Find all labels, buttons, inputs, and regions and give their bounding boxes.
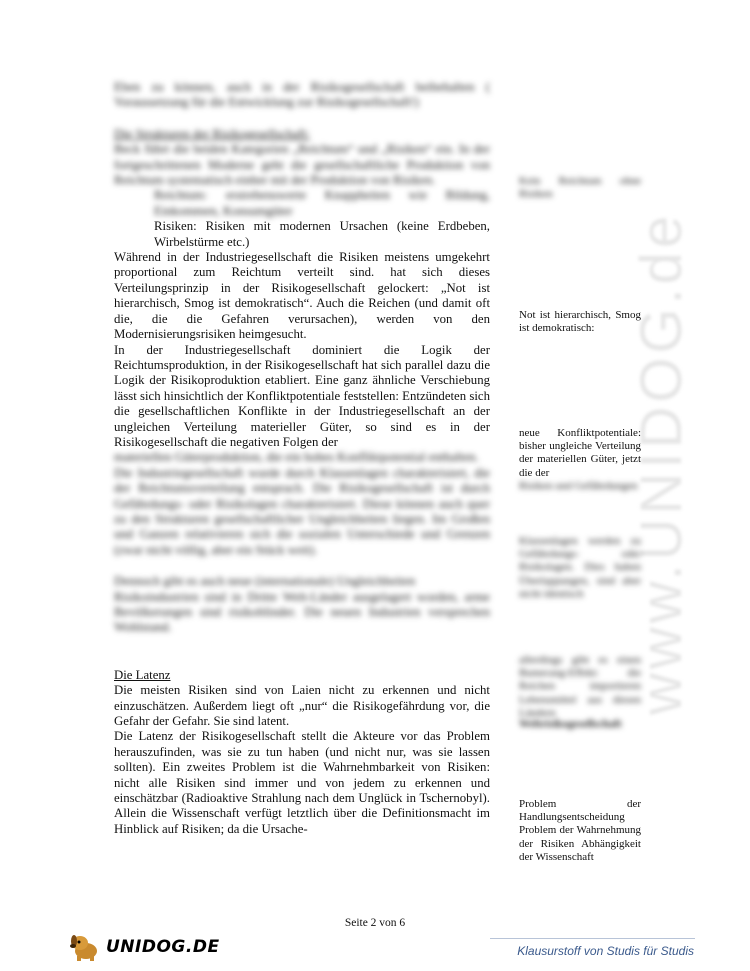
paragraph-latenz-1: Die meisten Risiken sind von Laien nicht zu erkennen und nicht einzuschätzen. Außerdem liegt oft „nur“ die Risikogefährdung vor, die Gefahr der Gefahr. Sie sind latent. xyxy=(114,683,490,729)
watermark: www.UNIDOG.de xyxy=(629,211,694,715)
blurred-heading: Die Strukturen der Risikogesellschaft: xyxy=(114,126,310,141)
side-note-konflikt-text: neue Konfliktpotentiale: bisher ungleiche Verteilung der materiellen Güter, jetzt die der xyxy=(519,427,641,479)
latenz-heading: Die Latenz xyxy=(114,667,171,682)
side-note-blurred-3: Klassenlagen werden zu Gefährdungs- oder Risikolagen. Dies haben Überlappungen, sind aber nicht identisch xyxy=(519,535,641,600)
side-note-not-smog: Not ist hierarchisch, Smog ist demokratisch: xyxy=(519,309,641,335)
footer-slogan: Klausurstoff von Studis für Studis xyxy=(517,944,694,958)
paragraph-logik: In der Industriegesellschaft dominiert die Logik der Reichtumsproduktion, in der Risikogesellschaft hat sich parallel dazu die Logik der Risikoproduktion etabliert. Eine ganz ähnliche Verschiebung lässt sich hinsichtlich der Konfliktpotentiale feststellen: Entzündeten sich die gesellschaftlichen Konflikte in der Industriegesellschaft an der ungleichen Verteilung materieller Güter, so sind es in der Risikogesellschaft die negativen Folgen der xyxy=(114,342,490,449)
paragraph-industriegesellschaft: Während in der Industriegesellschaft die Risiken meistens umgekehrt proportional zum Reichtum verteilt sind. hat sich dieses Verteilungsprinzip in der Risikogesellschaft gelockert: „Not ist hierarchisch, Smog ist demokratisch“. Auch die Reichen (und damit oft die, die die Gefahren verursachen), werden von den Modernisierungsrisiken heimgesucht. xyxy=(114,250,490,342)
blurred-reichtum-line: Reichtum: erstrebenswerte Knappheiten wie Bildung, Einkommen, Konsumgüter xyxy=(154,188,490,218)
side-note-blurred-4: allerdings gibt es einen Bumerang-Effekt: die Reichen importieren Lebensmittel aus diesen Ländern xyxy=(519,654,641,719)
main-text xyxy=(114,80,490,837)
side-note-blurred-5: Weltrisikogesellschaft xyxy=(519,718,622,730)
side-note-blurred-1: Kein Reichtum ohne Risiken xyxy=(519,175,641,201)
side-note-problem: Problem der Handlungsentscheidung Problem der Wahrnehmung der Risiken Abhängigkeit der Wissenschaft xyxy=(519,798,641,863)
side-note-konflikt-blurred: Risiken und Gefährdungen xyxy=(519,479,638,492)
blurred-paragraph-5: Risikoindustrien sind in Dritte Welt-Länder ausgelagert worden, arme Bevölkerungen sind risikoblinder. Die neuen Industrien versprechen Wohlstand. xyxy=(114,589,490,635)
risiken-line: Risiken: Risiken mit modernen Ursachen (keine Erdbeben, Wirbelstürme etc.) xyxy=(154,219,490,249)
blurred-paragraph-3: Die Industriegesellschaft wurde durch Klassenlagen charakterisiert, die der Reichtumsverteilung entsprach. Die Risikogesellschaft ist durch Gefährdungs- oder Risikolagen charakterisiert. Diese können auch quer zu den Strukturen gesellschaftlicher Ungleichheiten liegen. Im Großen und Ganzen relativieren sich die sozialen Unterschiede und Grenzen (zwar nicht völlig, aber ein Stück weit). xyxy=(114,465,490,557)
page-number: Seite 2 von 6 xyxy=(344,917,406,929)
blurred-paragraph-4: Dennoch gibt es auch neue (internationale) Ungleichheiten xyxy=(114,574,416,589)
paragraph-latenz-2: Die Latenz der Risikogesellschaft stellt die Akteure vor das Problem herauszufinden, was sie zu tun haben (und nicht nur, was sie lassen sollten). Ein zweites Problem ist die Wahrnehmbarkeit von Risiken: nicht alle Risiken sind immer und von jedem zu erkennen und einschätzbar (Radioaktive Strahlung nach dem Unglück in Tschernobyl). Allein die Wissenschaft verfügt letztlich über die Definitionsmacht im Hinblick auf Risiken; da die Ursache- xyxy=(114,729,490,836)
unidog-logo xyxy=(68,931,220,963)
side-note-konflikt xyxy=(519,427,641,493)
logo-text: UNIDOG.DE xyxy=(106,937,220,957)
blurred-intro: Eben zu können, auch in der Risikogesellschaft beibehalten ( Voraussetzung für die Entwicklung zur Risikogesellschaft!) xyxy=(114,80,490,110)
blurred-paragraph: Beck führt die beiden Kategorien „Reichtum“ und „Risiken“ ein. In der fortgeschrittenen Moderne geht die gesellschaftliche Produktion von Reichtum systematisch einher mit der Produktion von Risiken. xyxy=(114,142,490,188)
blurred-paragraph-2: materiellen Güterproduktion, die ein hohes Konfliktpotential enthalten. xyxy=(114,450,479,465)
dog-logo-icon xyxy=(68,932,102,962)
footer-rule xyxy=(490,938,695,939)
